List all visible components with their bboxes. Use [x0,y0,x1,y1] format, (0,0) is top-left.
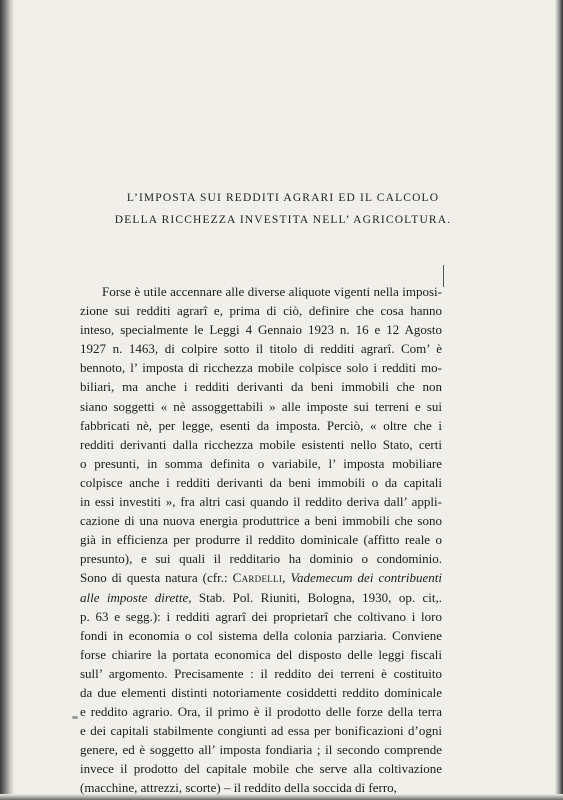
text-line: da due elementi distinti notoriamente cosiddetti reddito dominicale [80,684,442,700]
chapter-title-line-1: L’IMPOSTA SUI REDDITI AGRARI ED IL CALCOLO [126,192,440,204]
text-line: in essi investiti », fra altri casi quando il reddito deriva dall’ appli- [80,494,442,510]
ink-speck [72,716,78,719]
text-line: genere, ed è soggetto all’ imposta fondiaria ; il secondo comprende [80,742,442,758]
citation-title-cont: alle imposte dirette [80,589,189,605]
text-line: Forse è utile accennare alle diverse aliquote vigenti nella imposi- [102,284,442,299]
text-line: (macchine, attrezzi, scorte) – il reddito della soccida di ferro, [80,780,397,796]
text-line: fabbricati nè, per legge, esenti da imposta. Perciò, « oltre che i [80,417,442,433]
text-line: invece il prodotto del capitale mobile che serve alla coltivazione [80,761,442,777]
body-paragraph [80,282,442,798]
text-line: sull’ argomento. Precisamente : il reddito dei terreni è costituito [80,665,442,681]
text-line: e dei capitali stabilmente congiunti ad essa per bonificazioni d’ogni [80,723,442,739]
page-edge-shadow [555,0,563,800]
citation-title: Vademecum dei contribuenti [290,570,443,586]
citation-lead: Sono di questa natura (cfr.: [80,570,233,586]
text-line: e reddito agrario. Ora, il primo è il prodotto delle forze della terra [80,704,442,720]
text-line: forse chiarire la portata economica del disposto delle leggi fiscali [80,646,442,662]
chapter-title-line-2: DELLA RICCHEZZA INVESTITA NELL’ AGRICOLTURA. [114,214,452,226]
text-line: biliari, ma anche i redditi derivanti da beni immobili che non [80,379,442,395]
text-line: cazione di una nuova energia produttrice a beni immobili che sono [80,513,442,529]
text-line: 1927 n. 1463, di colpire sotto il titolo di redditi agrarî. Com’ è [80,341,442,357]
citation-publisher: , Stab. Pol. Riuniti, Bologna, 1930, op. cit,. [188,589,442,605]
citation-author: Cardelli [232,570,283,586]
page-binding-shadow [0,0,14,800]
text-line: siano soggetti « nè assoggettabili » alle imposte sui terreni e sui [80,398,442,414]
text-line: p. 63 e segg.): i redditi agrarî dei proprietarî che coltivano i loro [80,608,442,624]
text-line: zione sui redditi agrarî e, prima di ciò, definire che cosa hanno [80,303,442,319]
text-line: presunto), e sui quali il redditario ha dominio o condominio. [80,551,442,567]
citation-comma: , [282,570,291,586]
text-line: colpisce anche i redditi derivanti da beni immobili o da capitali [80,474,442,490]
text-line-citation-cont [80,588,442,607]
text-line: già in efficienza per produrre il reddito dominicale (affitto reale o [80,532,442,548]
text-line: o presunti, in somma definita o variabile, l’ imposta mobiliare [80,455,442,471]
text-line: redditi derivanti dalla ricchezza mobile esistenti nello Stato, certi [80,436,442,452]
text-line: inteso, specialmente le Leggi 4 Gennaio 1923 n. 16 e 12 Agosto [80,322,442,338]
text-line: fondi in economia o col sistema della colonia parziaria. Conviene [80,627,442,643]
text-line-citation [80,568,442,587]
text-line: bennoto, l’ imposta di ricchezza mobile colpisce solo i redditi mo- [80,360,442,376]
